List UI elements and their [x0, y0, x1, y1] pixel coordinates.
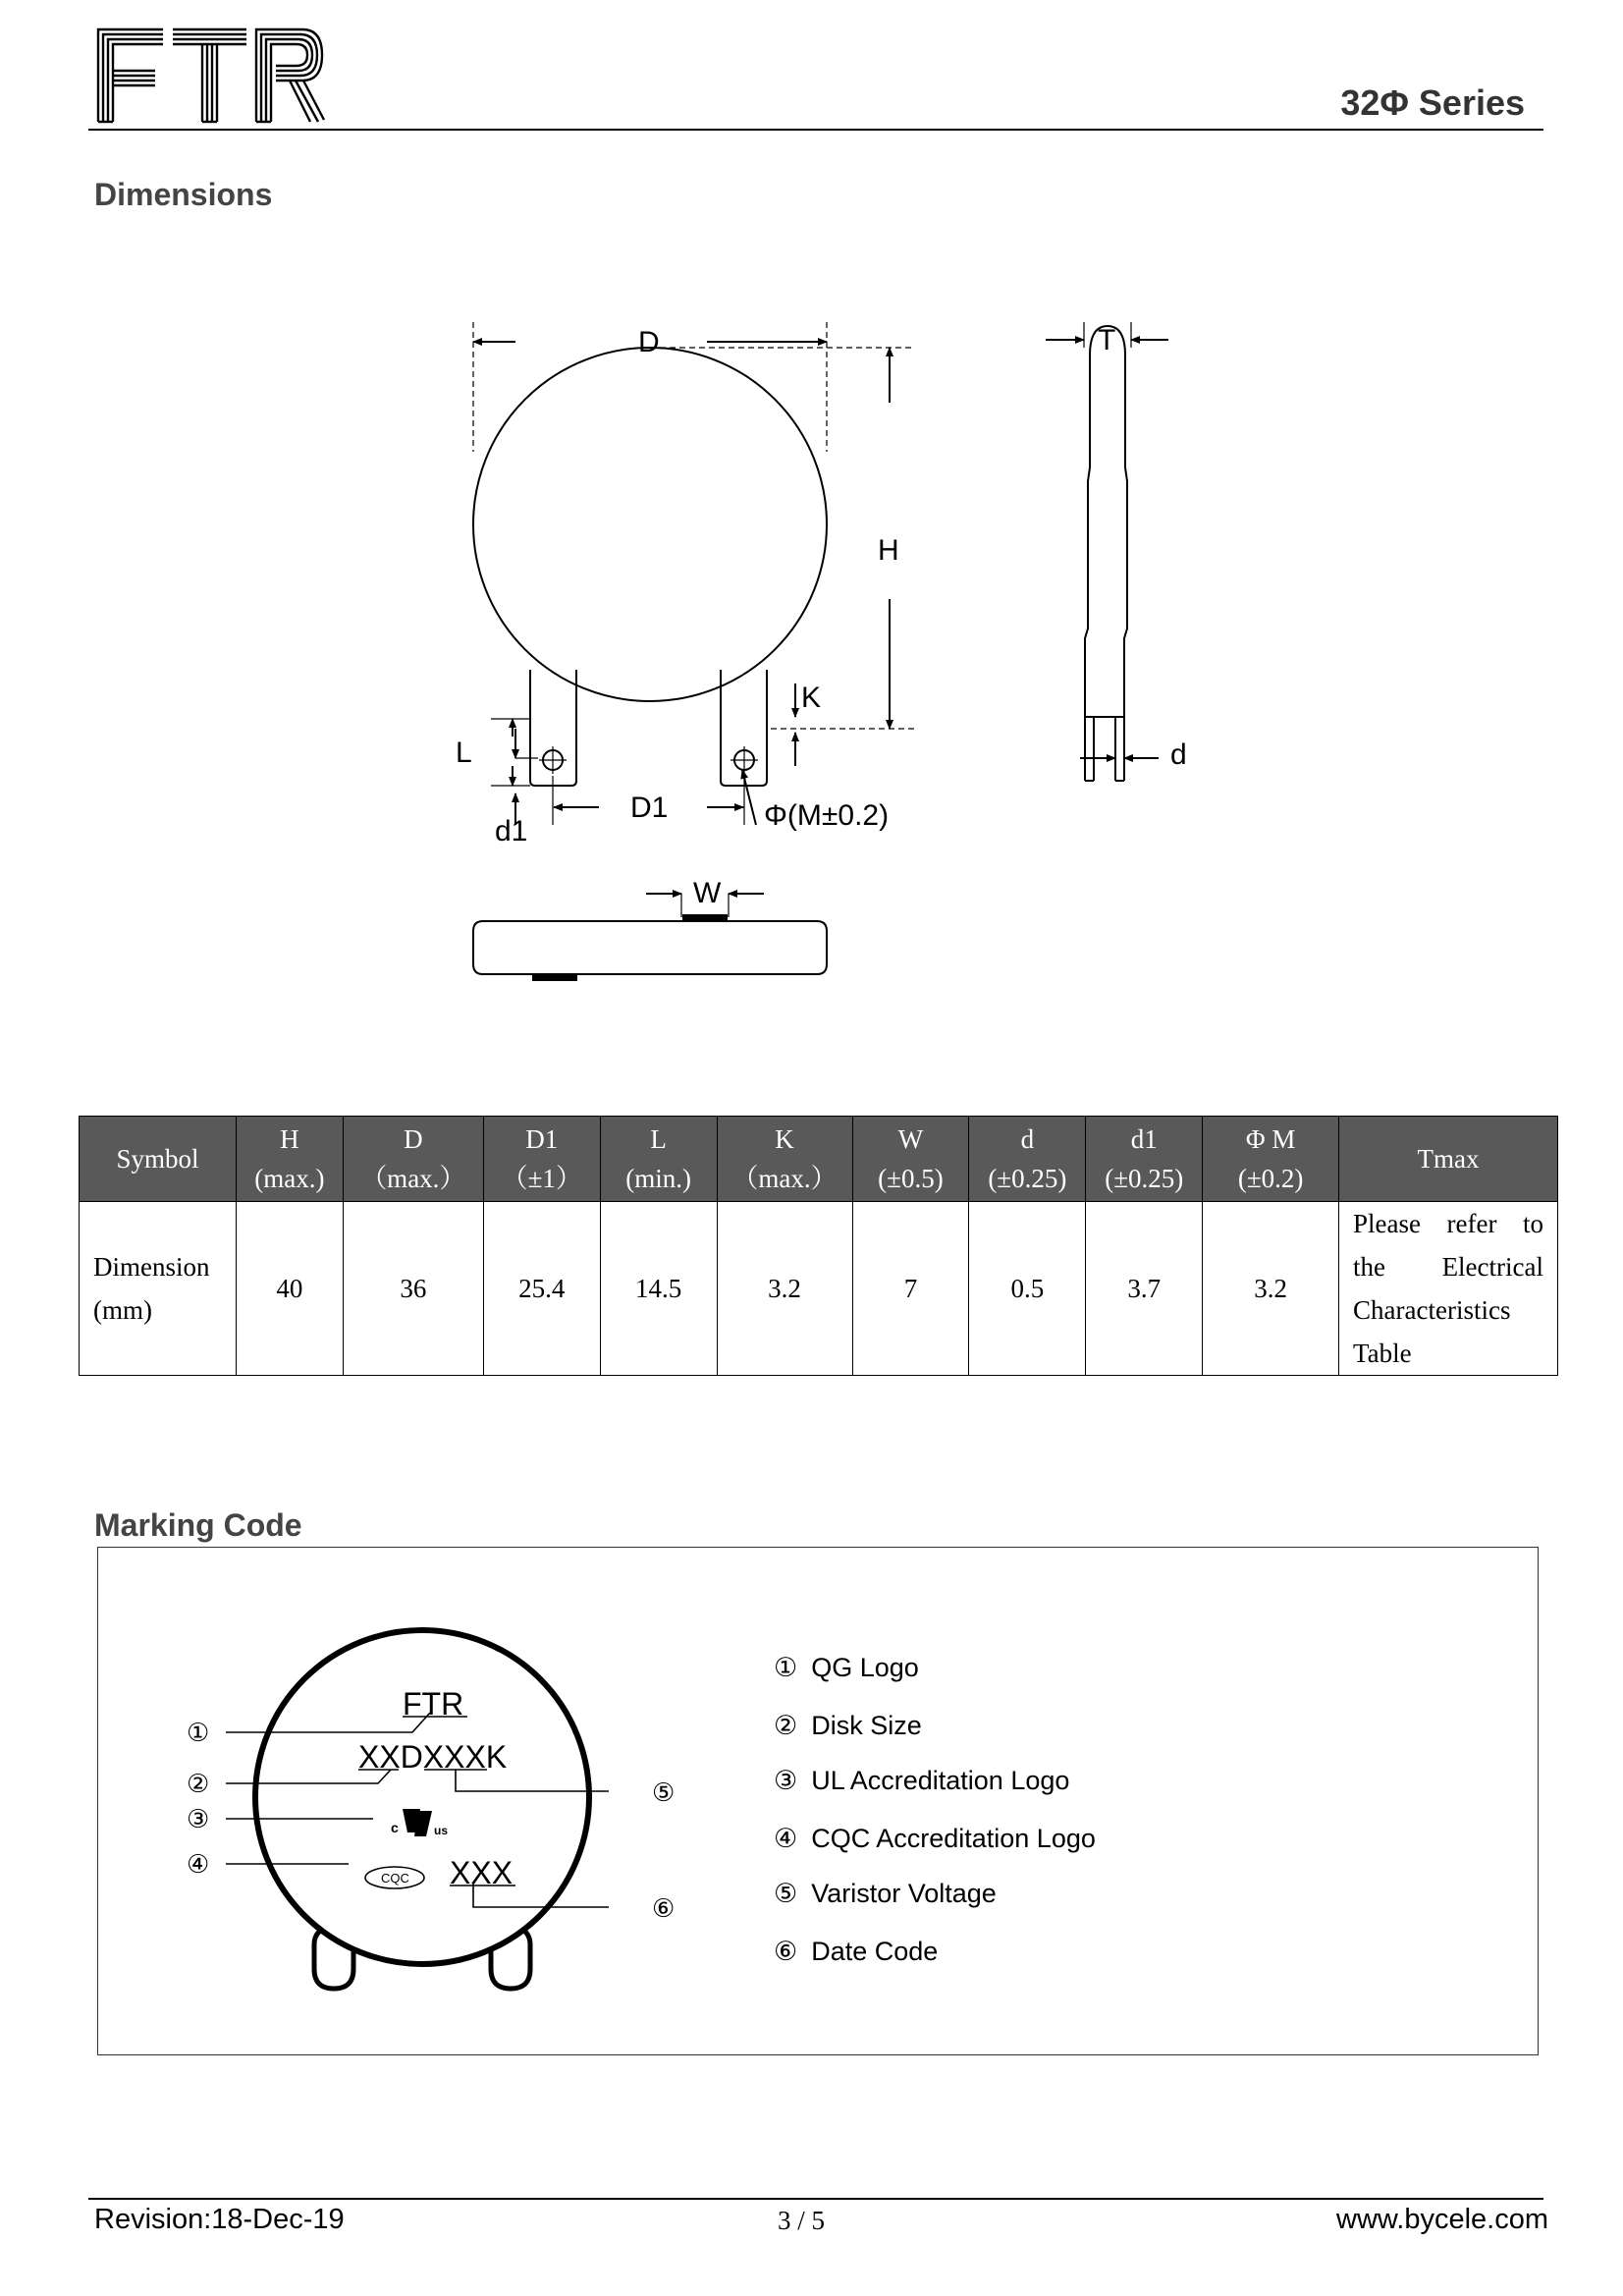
- table-cell: 36: [343, 1202, 483, 1376]
- disk-code-text: XXDXXXK: [358, 1739, 508, 1775]
- marking-code-title: Marking Code: [94, 1507, 302, 1543]
- table-cell: 3.7: [1086, 1202, 1203, 1376]
- marking-disk-diagram: [177, 1601, 707, 2003]
- dimension-table: [79, 1116, 1558, 1376]
- header-divider: [88, 129, 1543, 131]
- label-d1: d1: [495, 815, 528, 847]
- table-cell: 14.5: [600, 1202, 717, 1376]
- revision-text: Revision:18-Dec-19: [94, 2204, 345, 2235]
- disk-side-view: [1085, 326, 1127, 717]
- header-cell: D1 （±1）: [483, 1117, 600, 1202]
- header-cell: Φ M (±0.2): [1203, 1117, 1339, 1202]
- table-cell: 3.2: [1203, 1202, 1339, 1376]
- label-D: D: [638, 326, 660, 358]
- label-T: T: [1098, 324, 1116, 356]
- header-cell: D （max.）: [343, 1117, 483, 1202]
- website-link[interactable]: www.bycele.com: [1336, 2204, 1548, 2235]
- disk-ftr-text: FTR: [403, 1686, 464, 1722]
- disk-date-text: XXX: [450, 1855, 514, 1890]
- header-cell: d (±0.25): [969, 1117, 1086, 1202]
- series-title: 32Φ Series: [1340, 82, 1525, 123]
- page-number: 3 / 5: [778, 2206, 826, 2235]
- table-cell: 40: [236, 1202, 343, 1376]
- label-H: H: [878, 534, 899, 567]
- callout-6: ⑥: [652, 1894, 676, 1924]
- header-cell: W (±0.5): [852, 1117, 969, 1202]
- table-cell: 7: [852, 1202, 969, 1376]
- callout-1: ①: [187, 1719, 210, 1748]
- legend-item: ③ UL Accreditation Logo: [774, 1766, 1070, 1796]
- callout-5: ⑤: [652, 1778, 676, 1808]
- dimension-drawing: [432, 304, 1257, 992]
- ftr-logo: [94, 26, 326, 124]
- label-K: K: [801, 682, 822, 714]
- callout-3: ③: [187, 1805, 210, 1834]
- label-W: W: [693, 877, 722, 909]
- label-L: L: [456, 737, 472, 769]
- row-label: Dimension (mm): [80, 1202, 237, 1376]
- header-cell: L (min.): [600, 1117, 717, 1202]
- header-symbol: Symbol: [80, 1117, 237, 1202]
- header-cell: d1 (±0.25): [1086, 1117, 1203, 1202]
- svg-text:us: us: [434, 1824, 449, 1837]
- marking-disk: [255, 1630, 589, 1964]
- label-d: d: [1170, 738, 1187, 771]
- table-cell: 3.2: [717, 1202, 852, 1376]
- header-cell: K （max.）: [717, 1117, 852, 1202]
- table-row: [80, 1202, 1558, 1376]
- cqc-logo-icon: CQC: [381, 1871, 409, 1886]
- legend-item: ⑥ Date Code: [774, 1937, 939, 1967]
- header-cell: H (max.): [236, 1117, 343, 1202]
- svg-text:c: c: [391, 1820, 399, 1835]
- legend-item: ⑤ Varistor Voltage: [774, 1879, 997, 1909]
- callout-2: ②: [187, 1770, 210, 1799]
- header-tmax: Tmax: [1339, 1117, 1558, 1202]
- footer-divider: [88, 2198, 1543, 2200]
- disk-bottom-view: [473, 921, 827, 974]
- table-cell: 25.4: [483, 1202, 600, 1376]
- legend-item: ② Disk Size: [774, 1711, 922, 1741]
- label-M: Φ(M±0.2): [764, 799, 890, 832]
- dimensions-title: Dimensions: [94, 177, 273, 212]
- table-header-row: [80, 1117, 1558, 1202]
- legend-item: ④ CQC Accreditation Logo: [774, 1824, 1096, 1854]
- tmax-cell: Please refer to the Electrical Characteristics Table: [1339, 1202, 1558, 1376]
- legend-item: ① QG Logo: [774, 1653, 919, 1683]
- table-cell: 0.5: [969, 1202, 1086, 1376]
- disk-front-view: [473, 348, 827, 701]
- label-D1: D1: [630, 792, 669, 824]
- callout-4: ④: [187, 1850, 210, 1880]
